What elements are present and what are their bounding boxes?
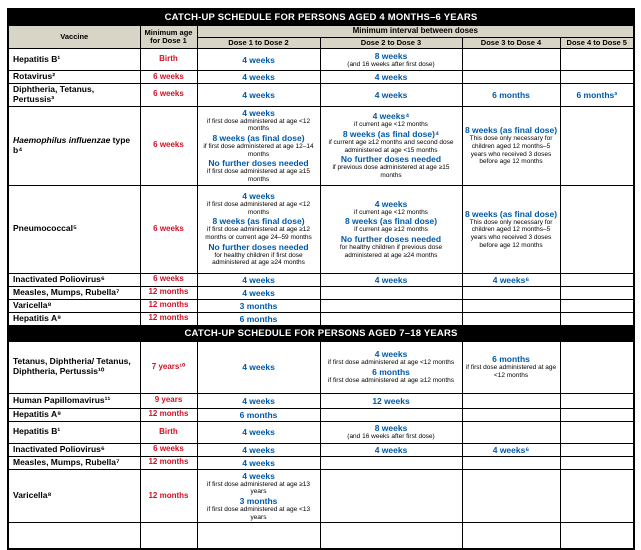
vaccine-cell bbox=[8, 456, 140, 469]
interval-cell-dose-4 bbox=[560, 456, 634, 469]
min-age-cell: 12 months bbox=[140, 469, 197, 523]
interval-cell-dose-2 bbox=[320, 49, 462, 71]
interval-value: 4 weeks bbox=[242, 427, 275, 438]
interval-cell-dose-1 bbox=[197, 523, 320, 549]
interval-cell-dose-4 bbox=[560, 273, 634, 286]
table-row bbox=[8, 286, 634, 299]
vaccine-cell bbox=[8, 443, 140, 456]
min-age-cell: 6 weeks bbox=[140, 106, 197, 185]
column-header-dose-3: Dose 3 to Dose 4 bbox=[462, 37, 560, 48]
interval-cell-dose-3 bbox=[462, 84, 560, 107]
table-row bbox=[8, 106, 634, 185]
table-row bbox=[8, 469, 634, 523]
interval-value: 4 weeks bbox=[374, 274, 408, 285]
vaccine-name: Varicella⁸ bbox=[13, 299, 52, 310]
interval-value: 6 months bbox=[372, 367, 410, 378]
vaccine-cell bbox=[8, 421, 140, 443]
interval-cell-dose-4 bbox=[560, 443, 634, 456]
min-age-cell: 12 months bbox=[140, 312, 197, 325]
vaccine-name: Hepatitis B¹ bbox=[13, 53, 61, 64]
interval-condition: if first dose administered at age ≥13 years bbox=[207, 480, 310, 496]
column-header-interval-group: Minimum interval between doses bbox=[197, 26, 634, 38]
interval-cell-dose-3 bbox=[462, 456, 560, 469]
catchup-schedule bbox=[7, 8, 635, 550]
vaccine-name: type b⁴ bbox=[13, 134, 131, 155]
interval-condition: if first dose administered at age <12 months bbox=[327, 359, 455, 367]
interval-condition: if current age <12 months bbox=[354, 121, 428, 129]
interval-value: 4 weeks bbox=[374, 89, 408, 100]
interval-cell-dose-3 bbox=[462, 49, 560, 71]
interval-cell-dose-1 bbox=[197, 312, 320, 325]
vaccine-cell bbox=[8, 71, 140, 84]
interval-condition: if first dose administered at age <12 months bbox=[465, 364, 557, 380]
interval-value: No further doses needed bbox=[208, 241, 309, 252]
vaccine-cell bbox=[8, 185, 140, 273]
interval-cell-dose-4 bbox=[560, 408, 634, 421]
interval-cell-dose-3 bbox=[462, 71, 560, 84]
table-row bbox=[8, 299, 634, 312]
table-row bbox=[8, 71, 634, 84]
column-header-dose-1: Dose 1 to Dose 2 bbox=[197, 37, 320, 48]
vaccine-name: Varicella⁸ bbox=[13, 490, 52, 501]
interval-cell-dose-4 bbox=[560, 299, 634, 312]
interval-cell-dose-3 bbox=[462, 443, 560, 456]
interval-value: 4 weeks bbox=[242, 107, 275, 118]
interval-cell-dose-1 bbox=[197, 469, 320, 523]
min-age-cell: 6 weeks bbox=[140, 71, 197, 84]
column-header-dose-2: Dose 2 to Dose 3 bbox=[320, 37, 462, 48]
vaccine-name: Tetanus, Diphtheria/ Tetanus, Diphtheria, Pertussis¹⁰ bbox=[13, 356, 131, 377]
interval-condition: if first dose administered at age ≥12 months bbox=[327, 377, 455, 385]
interval-condition: if first dose administered at age 12–14 months bbox=[203, 142, 314, 158]
table-row bbox=[8, 312, 634, 325]
interval-cell-dose-3 bbox=[462, 299, 560, 312]
min-age-cell: 9 years bbox=[140, 393, 197, 408]
column-header-dose-4: Dose 4 to Dose 5 bbox=[560, 37, 634, 48]
min-age-cell: 12 months bbox=[140, 456, 197, 469]
interval-cell-dose-4 bbox=[560, 393, 634, 408]
vaccine-cell bbox=[8, 286, 140, 299]
interval-cell-dose-4 bbox=[560, 312, 634, 325]
interval-value: 6 months³ bbox=[576, 89, 618, 100]
table-row bbox=[8, 49, 634, 71]
interval-value: No further doses needed bbox=[208, 158, 309, 169]
min-age-cell: 6 weeks bbox=[140, 273, 197, 286]
table-row bbox=[8, 185, 634, 273]
interval-condition: for healthy children if previous dose administered at age ≥24 months bbox=[339, 244, 443, 259]
interval-value: 8 weeks (as final dose)⁴ bbox=[342, 129, 440, 140]
vaccine-cell bbox=[8, 469, 140, 523]
min-age-cell: 6 weeks bbox=[140, 84, 197, 107]
interval-cell-dose-1 bbox=[197, 185, 320, 273]
vaccine-name: Inactivated Poliovirus⁶ bbox=[13, 443, 105, 454]
interval-cell-dose-2 bbox=[320, 408, 462, 421]
min-age-cell: 12 months bbox=[140, 299, 197, 312]
interval-value: 4 weeks bbox=[242, 395, 275, 406]
interval-cell-dose-2 bbox=[320, 286, 462, 299]
table-row bbox=[8, 456, 634, 469]
column-header-vaccine: Vaccine bbox=[8, 26, 140, 49]
interval-value: 8 weeks bbox=[374, 423, 408, 434]
interval-cell-dose-1 bbox=[197, 49, 320, 71]
interval-condition: if current age ≥12 months and second dose administered at age <15 months bbox=[328, 139, 454, 154]
vaccine-name: Pneumococcal⁵ bbox=[13, 223, 77, 234]
interval-cell-dose-1 bbox=[197, 456, 320, 469]
interval-value: 4 weeks bbox=[242, 89, 275, 100]
interval-cell-dose-2 bbox=[320, 456, 462, 469]
vaccine-cell bbox=[8, 408, 140, 421]
interval-cell-dose-1 bbox=[197, 273, 320, 286]
table-row bbox=[8, 421, 634, 443]
interval-condition: if first dose administered at age ≥15 months bbox=[207, 168, 310, 183]
interval-cell-dose-1 bbox=[197, 421, 320, 443]
vaccine-cell bbox=[8, 523, 140, 549]
interval-value: 4 weeks bbox=[242, 362, 275, 373]
interval-value: 4 weeks⁶ bbox=[492, 274, 530, 285]
interval-value: 6 months bbox=[492, 89, 530, 100]
interval-value: 4 weeks⁶ bbox=[492, 444, 530, 455]
interval-cell-dose-3 bbox=[462, 421, 560, 443]
interval-condition: (and 16 weeks after first dose) bbox=[347, 60, 435, 68]
interval-cell-dose-2 bbox=[320, 341, 462, 393]
interval-value: 4 weeks bbox=[374, 198, 408, 209]
vaccine-name: Diphtheria, Tetanus, Pertussis³ bbox=[13, 84, 95, 104]
interval-value: No further doses needed bbox=[340, 154, 442, 165]
vaccine-cell bbox=[8, 106, 140, 185]
interval-condition: (and 16 weeks after first dose) bbox=[347, 433, 435, 441]
interval-cell-dose-3 bbox=[462, 341, 560, 393]
interval-value: 4 weeks bbox=[242, 54, 275, 65]
interval-cell-dose-1 bbox=[197, 299, 320, 312]
vaccine-cell bbox=[8, 84, 140, 107]
interval-value: 8 weeks bbox=[374, 50, 408, 61]
vaccine-name: Haemophilus influenzae bbox=[13, 134, 111, 145]
interval-cell-dose-2 bbox=[320, 469, 462, 523]
vaccine-cell bbox=[8, 312, 140, 325]
interval-value: 3 months bbox=[239, 300, 278, 311]
interval-value: 4 weeks bbox=[374, 349, 408, 360]
interval-cell-dose-3 bbox=[462, 106, 560, 185]
interval-cell-dose-3 bbox=[462, 286, 560, 299]
min-age-cell: 7 years¹⁰ bbox=[140, 341, 197, 393]
interval-cell-dose-1 bbox=[197, 84, 320, 107]
column-header-min-age: Minimum age for Dose 1 bbox=[140, 26, 197, 49]
interval-cell-dose-4 bbox=[560, 49, 634, 71]
interval-cell-dose-2 bbox=[320, 185, 462, 273]
interval-condition: if first dose administered at age <12 months bbox=[206, 201, 311, 216]
interval-value: 6 months bbox=[239, 313, 278, 324]
interval-cell-dose-4 bbox=[560, 523, 634, 549]
interval-cell-dose-4 bbox=[560, 84, 634, 107]
vaccine-name: Measles, Mumps, Rubella⁷ bbox=[13, 286, 120, 297]
interval-cell-dose-2 bbox=[320, 393, 462, 408]
section-title: CATCH-UP SCHEDULE FOR PERSONS AGED 4 MONTHS–6 YEARS bbox=[8, 9, 634, 26]
interval-value: 8 weeks (as final dose) bbox=[464, 125, 558, 136]
min-age-cell: 6 weeks bbox=[140, 185, 197, 273]
vaccine-cell bbox=[8, 49, 140, 71]
interval-cell-dose-2 bbox=[320, 71, 462, 84]
vaccine-name: Hepatitis B¹ bbox=[13, 426, 61, 437]
table-row bbox=[8, 341, 634, 393]
interval-cell-dose-4 bbox=[560, 341, 634, 393]
min-age-cell: 12 months bbox=[140, 286, 197, 299]
interval-cell-dose-4 bbox=[560, 421, 634, 443]
section-title: CATCH-UP SCHEDULE FOR PERSONS AGED 7–18 YEARS bbox=[8, 325, 634, 341]
interval-condition: if previous dose administered at age ≥15 months bbox=[332, 164, 450, 180]
interval-cell-dose-1 bbox=[197, 393, 320, 408]
interval-value: 8 weeks (as final dose) bbox=[212, 216, 305, 227]
interval-cell-dose-2 bbox=[320, 106, 462, 185]
table-row bbox=[8, 273, 634, 286]
interval-cell-dose-1 bbox=[197, 71, 320, 84]
interval-value: 12 weeks bbox=[372, 395, 410, 406]
min-age-cell bbox=[140, 523, 197, 549]
table-row bbox=[8, 393, 634, 408]
vaccine-name: Human Papillomavirus¹¹ bbox=[13, 394, 111, 405]
interval-cell-dose-2 bbox=[320, 273, 462, 286]
interval-value: 6 months bbox=[492, 354, 530, 365]
interval-condition: This dose only necessary for children aged 12 months–5 years who received 3 doses before age 12 months bbox=[469, 135, 553, 166]
interval-cell-dose-2 bbox=[320, 299, 462, 312]
interval-condition: for healthy children if first dose administered at age ≥24 months bbox=[212, 251, 305, 267]
vaccine-name: Rotavirus² bbox=[13, 71, 56, 82]
interval-value: 4 weeks bbox=[242, 457, 275, 468]
vaccine-cell bbox=[8, 299, 140, 312]
interval-value: 4 weeks bbox=[242, 191, 275, 202]
vaccine-cell bbox=[8, 393, 140, 408]
interval-condition: if first dose administered at age <12 months bbox=[206, 117, 311, 133]
vaccine-cell bbox=[8, 273, 140, 286]
min-age-cell: Birth bbox=[140, 421, 197, 443]
interval-value: 4 weeks bbox=[242, 470, 275, 481]
interval-cell-dose-4 bbox=[560, 106, 634, 185]
interval-cell-dose-2 bbox=[320, 443, 462, 456]
interval-cell-dose-1 bbox=[197, 341, 320, 393]
min-age-cell: 12 months bbox=[140, 408, 197, 421]
interval-condition: if current age ≥12 months bbox=[354, 226, 428, 234]
min-age-cell: Birth bbox=[140, 49, 197, 71]
interval-value: 8 weeks (as final dose) bbox=[464, 208, 558, 219]
interval-cell-dose-3 bbox=[462, 185, 560, 273]
interval-value: 4 weeks bbox=[374, 72, 408, 83]
interval-cell-dose-2 bbox=[320, 312, 462, 325]
interval-cell-dose-4 bbox=[560, 469, 634, 523]
interval-cell-dose-1 bbox=[197, 443, 320, 456]
interval-value: 8 weeks (as final dose) bbox=[212, 132, 305, 143]
interval-condition: if current age <12 months bbox=[354, 208, 428, 216]
vaccine-name: Inactivated Poliovirus⁶ bbox=[13, 273, 105, 284]
interval-cell-dose-4 bbox=[560, 286, 634, 299]
interval-value: 6 months bbox=[239, 409, 278, 420]
interval-cell-dose-3 bbox=[462, 469, 560, 523]
vaccine-name: Hepatitis A⁹ bbox=[13, 408, 62, 419]
interval-condition: if first dose administered at age ≥12 months or current age 24–59 months bbox=[205, 226, 312, 242]
interval-cell-dose-1 bbox=[197, 286, 320, 299]
interval-value: 4 weeks bbox=[242, 274, 275, 285]
interval-cell-dose-3 bbox=[462, 393, 560, 408]
interval-cell-dose-3 bbox=[462, 312, 560, 325]
vaccine-cell bbox=[8, 341, 140, 393]
table-row bbox=[8, 523, 634, 549]
interval-cell-dose-2 bbox=[320, 84, 462, 107]
interval-value: 4 weeks⁴ bbox=[372, 111, 410, 122]
interval-cell-dose-2 bbox=[320, 523, 462, 549]
interval-value: 4 weeks bbox=[242, 72, 275, 83]
interval-value: 8 weeks (as final dose) bbox=[344, 216, 438, 227]
interval-cell-dose-1 bbox=[197, 408, 320, 421]
min-age-cell: 6 weeks bbox=[140, 443, 197, 456]
interval-cell-dose-3 bbox=[462, 273, 560, 286]
interval-cell-dose-3 bbox=[462, 523, 560, 549]
vaccine-name: Hepatitis A⁹ bbox=[13, 312, 62, 323]
interval-value: 3 months bbox=[239, 496, 278, 507]
interval-value: 4 weeks bbox=[242, 444, 275, 455]
vaccine-name: Measles, Mumps, Rubella⁷ bbox=[13, 456, 120, 467]
interval-condition: if first dose administered at age <13 years bbox=[206, 506, 311, 521]
interval-cell-dose-3 bbox=[462, 408, 560, 421]
table-row bbox=[8, 84, 634, 107]
interval-value: 4 weeks bbox=[374, 444, 408, 455]
table-row bbox=[8, 408, 634, 421]
interval-cell-dose-4 bbox=[560, 71, 634, 84]
interval-value: 4 weeks bbox=[242, 287, 275, 298]
interval-value: No further doses needed bbox=[340, 234, 442, 245]
table-row bbox=[8, 443, 634, 456]
interval-cell-dose-2 bbox=[320, 421, 462, 443]
interval-cell-dose-4 bbox=[560, 185, 634, 273]
interval-cell-dose-1 bbox=[197, 106, 320, 185]
schedule-table bbox=[7, 8, 635, 550]
interval-condition: This dose only necessary for children aged 12 months–5 years who received 3 doses before age 12 months bbox=[469, 218, 553, 249]
